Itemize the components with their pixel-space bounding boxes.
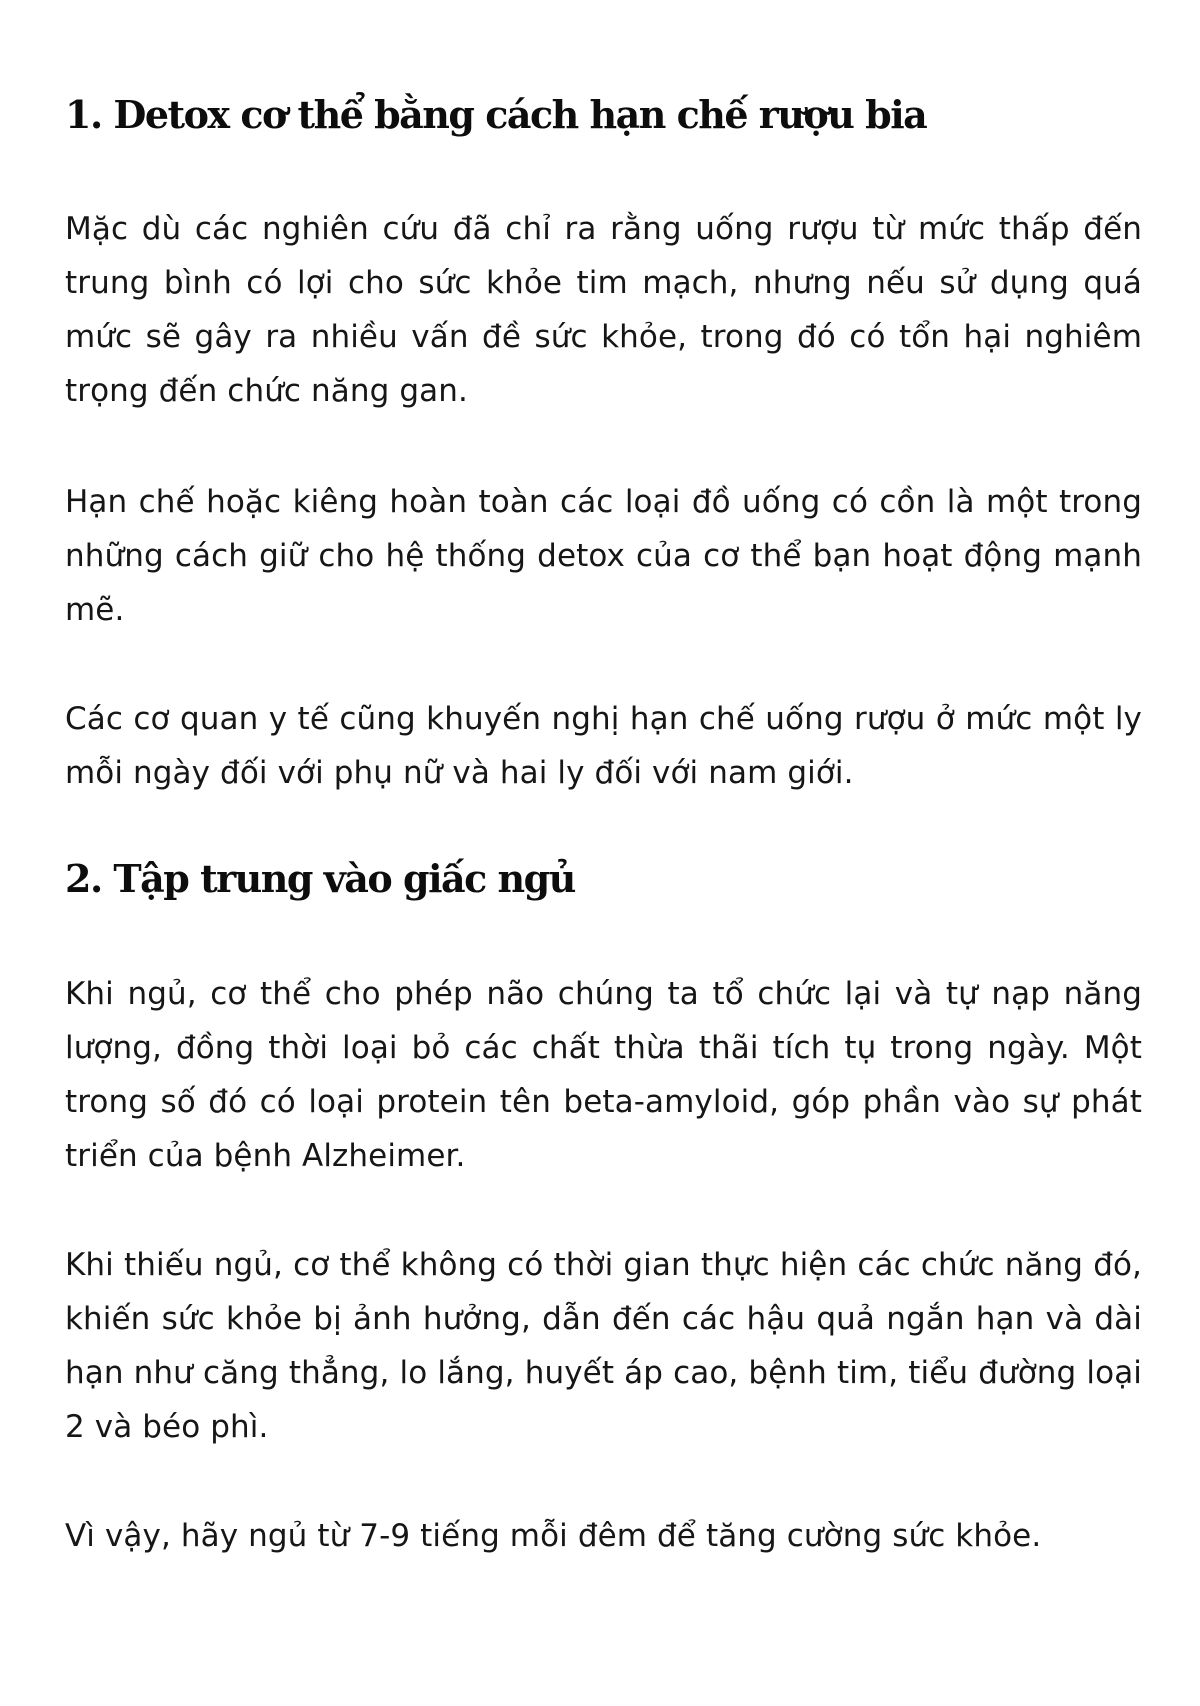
section-heading-alcohol: 1. Detox cơ thể bằng cách hạn chế rượu bia bbox=[65, 92, 927, 137]
paragraph-alcohol-limit: Hạn chế hoặc kiêng hoàn toàn các loại đồ uống có cồn là một trong những cách giữ cho hệ thống detox của cơ thể bạn hoạt động mạnh mẽ. bbox=[65, 484, 1142, 628]
paragraph-sleep-advice: Vì vậy, hãy ngủ từ 7-9 tiếng mỗi đêm để tăng cường sức khỏe. bbox=[65, 1518, 1042, 1554]
section-heading-sleep: 2. Tập trung vào giấc ngủ bbox=[65, 856, 575, 901]
paragraph-alcohol-research: Mặc dù các nghiên cứu đã chỉ ra rằng uống rượu từ mức thấp đến trung bình có lợi cho sức khỏe tim mạch, nhưng nếu sử dụng quá mức sẽ gây ra nhiều vấn đề sức khỏe, trong đó có tổn hại nghiêm trọng đến chức năng gan. bbox=[65, 211, 1142, 409]
paragraph-alcohol-recommendation: Các cơ quan y tế cũng khuyến nghị hạn chế uống rượu ở mức một ly mỗi ngày đối với phụ nữ và hai ly đối với nam giới. bbox=[65, 701, 1142, 791]
paragraph-sleep-deprivation: Khi thiếu ngủ, cơ thể không có thời gian thực hiện các chức năng đó, khiến sức khỏe bị ảnh hưởng, dẫn đến các hậu quả ngắn hạn và dài hạn như căng thẳng, lo lắng, huyết áp cao, bệnh tim, tiểu đường loại 2 và béo phì. bbox=[65, 1247, 1142, 1445]
paragraph-sleep-brain: Khi ngủ, cơ thể cho phép não chúng ta tổ chức lại và tự nạp năng lượng, đồng thời loại bỏ các chất thừa thãi tích tụ trong ngày. Một trong số đó có loại protein tên beta-amyloid, góp phần vào sự phát triển của bệnh Alzheimer. bbox=[65, 976, 1142, 1174]
